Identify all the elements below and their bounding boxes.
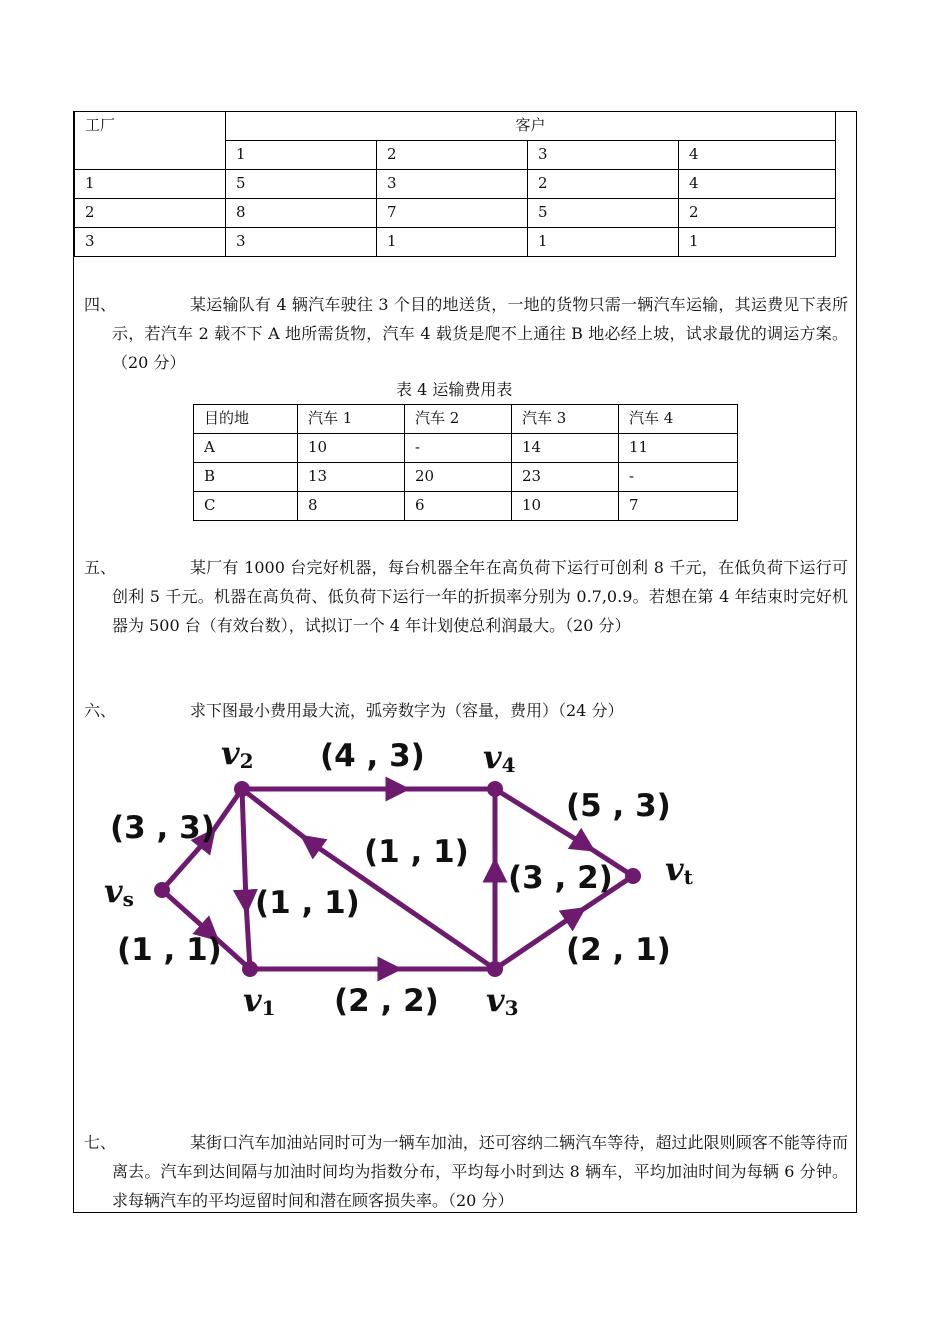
value-cell: 7	[377, 199, 528, 228]
edge-label-v3-vt: (2 , 1)	[566, 932, 671, 968]
table-header-row	[194, 405, 738, 434]
question-text: 某厂有 1000 台完好机器，每台机器全年在高负荷下运行可创利 8 千元，在低负荷下运行可创利 5 千元。机器在高负荷、低负荷下运行一年的折损率分别为 0.7,0.9。若想在第 4 年结束时完好机器为 500 台（有效台数），试拟订一个 4 年计划使总利润最大。（20 分）	[112, 558, 848, 635]
value-cell: 2	[528, 170, 679, 199]
question-4	[84, 290, 848, 377]
value-cell: 3	[226, 228, 377, 257]
value-cell: 1	[528, 228, 679, 257]
factory-customer-table	[74, 111, 836, 257]
table-cell: 10	[298, 434, 405, 463]
edge-label-v2-v4: (4 , 3)	[320, 738, 425, 774]
edge-label-v3-v4: (3 , 2)	[508, 860, 613, 896]
column-header: 汽车 4	[619, 405, 738, 434]
column-header: 汽车 2	[405, 405, 512, 434]
frame-left-border	[73, 111, 74, 1213]
label-vt: vt	[665, 850, 693, 889]
factory-cell: 2	[75, 199, 226, 228]
node-v4	[487, 781, 503, 797]
label-v2: v2	[221, 734, 254, 773]
factory-cell: 3	[75, 228, 226, 257]
value-cell: 3	[377, 170, 528, 199]
edge-label-v1-v3: (2 , 2)	[334, 983, 439, 1019]
customer-header: 客户	[226, 112, 836, 141]
value-cell: 1	[377, 228, 528, 257]
edge-label-v4-vt: (5 , 3)	[566, 788, 671, 824]
edge-label-vs-v1: (1 , 1)	[117, 932, 222, 968]
table-cell: -	[405, 434, 512, 463]
question-5	[84, 553, 848, 640]
customer-col: 1	[226, 141, 377, 170]
table-row	[194, 492, 738, 521]
question-7	[84, 1128, 848, 1215]
table-cell: A	[194, 434, 298, 463]
table-cell: 13	[298, 463, 405, 492]
transport-cost-table	[193, 404, 738, 521]
table-cell: 11	[619, 434, 738, 463]
label-vs: vs	[104, 872, 134, 911]
table-row	[75, 170, 836, 199]
question-number: 六、	[84, 701, 117, 720]
edge-label-vs-v2: (3 , 3)	[110, 810, 215, 846]
flow-network-diagram	[0, 720, 950, 1040]
value-cell: 8	[226, 199, 377, 228]
customer-col: 3	[528, 141, 679, 170]
table-cell: 23	[512, 463, 619, 492]
value-cell: 1	[679, 228, 836, 257]
node-v3	[487, 961, 503, 977]
table-cell: 7	[619, 492, 738, 521]
edge-v2-v1	[242, 789, 250, 969]
table-cell: 8	[298, 492, 405, 521]
question-text: 求下图最小费用最大流，弧旁数字为（容量，费用）（24 分）	[190, 701, 624, 720]
table-cell: 6	[405, 492, 512, 521]
factory-header: 工厂	[75, 112, 226, 170]
table-cell: 14	[512, 434, 619, 463]
column-header: 目的地	[194, 405, 298, 434]
value-cell: 4	[679, 170, 836, 199]
label-v4: v4	[483, 738, 516, 777]
column-header: 汽车 3	[512, 405, 619, 434]
factory-cell: 1	[75, 170, 226, 199]
question-text: 某运输队有 4 辆汽车驶往 3 个目的地送货，一地的货物只需一辆汽车运输，其运费见下表所示，若汽车 2 载不下 A 地所需货物，汽车 4 载货是爬不上通往 B 地必经上坡，试求最优的调运方案。（20 分）	[112, 295, 848, 372]
label-v3: v3	[486, 981, 519, 1020]
edge-label-v2-v1: (1 , 1)	[255, 885, 360, 921]
table-cell: 10	[512, 492, 619, 521]
node-vt	[625, 868, 641, 884]
value-cell: 2	[679, 199, 836, 228]
node-v2	[234, 781, 250, 797]
table-row	[75, 228, 836, 257]
column-header: 汽车 1	[298, 405, 405, 434]
table-row	[194, 463, 738, 492]
question-text: 某街口汽车加油站同时可为一辆车加油，还可容纳二辆汽车等待，超过此限则顾客不能等待而离去。汽车到达间隔与加油时间均为指数分布，平均每小时到达 8 辆车，平均加油时间为每辆 6 分钟。求每辆汽车的平均逗留时间和潜在顾客损失率。（20 分）	[112, 1133, 848, 1210]
table-caption: 表 4 运输费用表	[396, 380, 513, 399]
value-cell: 5	[226, 170, 377, 199]
table-cell: B	[194, 463, 298, 492]
customer-col: 2	[377, 141, 528, 170]
edge-v3-v2	[242, 789, 495, 969]
customer-col: 4	[679, 141, 836, 170]
edge-label-v3-v2: (1 , 1)	[364, 834, 469, 870]
question-number: 七、	[84, 1133, 117, 1152]
node-v1	[242, 961, 258, 977]
question-number: 四、	[84, 295, 117, 314]
label-v1: v1	[243, 981, 276, 1020]
table-cell: C	[194, 492, 298, 521]
table-row	[194, 434, 738, 463]
table-cell: 20	[405, 463, 512, 492]
question-number: 五、	[84, 558, 117, 577]
table-row	[75, 199, 836, 228]
table-cell: -	[619, 463, 738, 492]
frame-right-border	[856, 111, 857, 1213]
value-cell: 5	[528, 199, 679, 228]
node-vs	[154, 882, 170, 898]
